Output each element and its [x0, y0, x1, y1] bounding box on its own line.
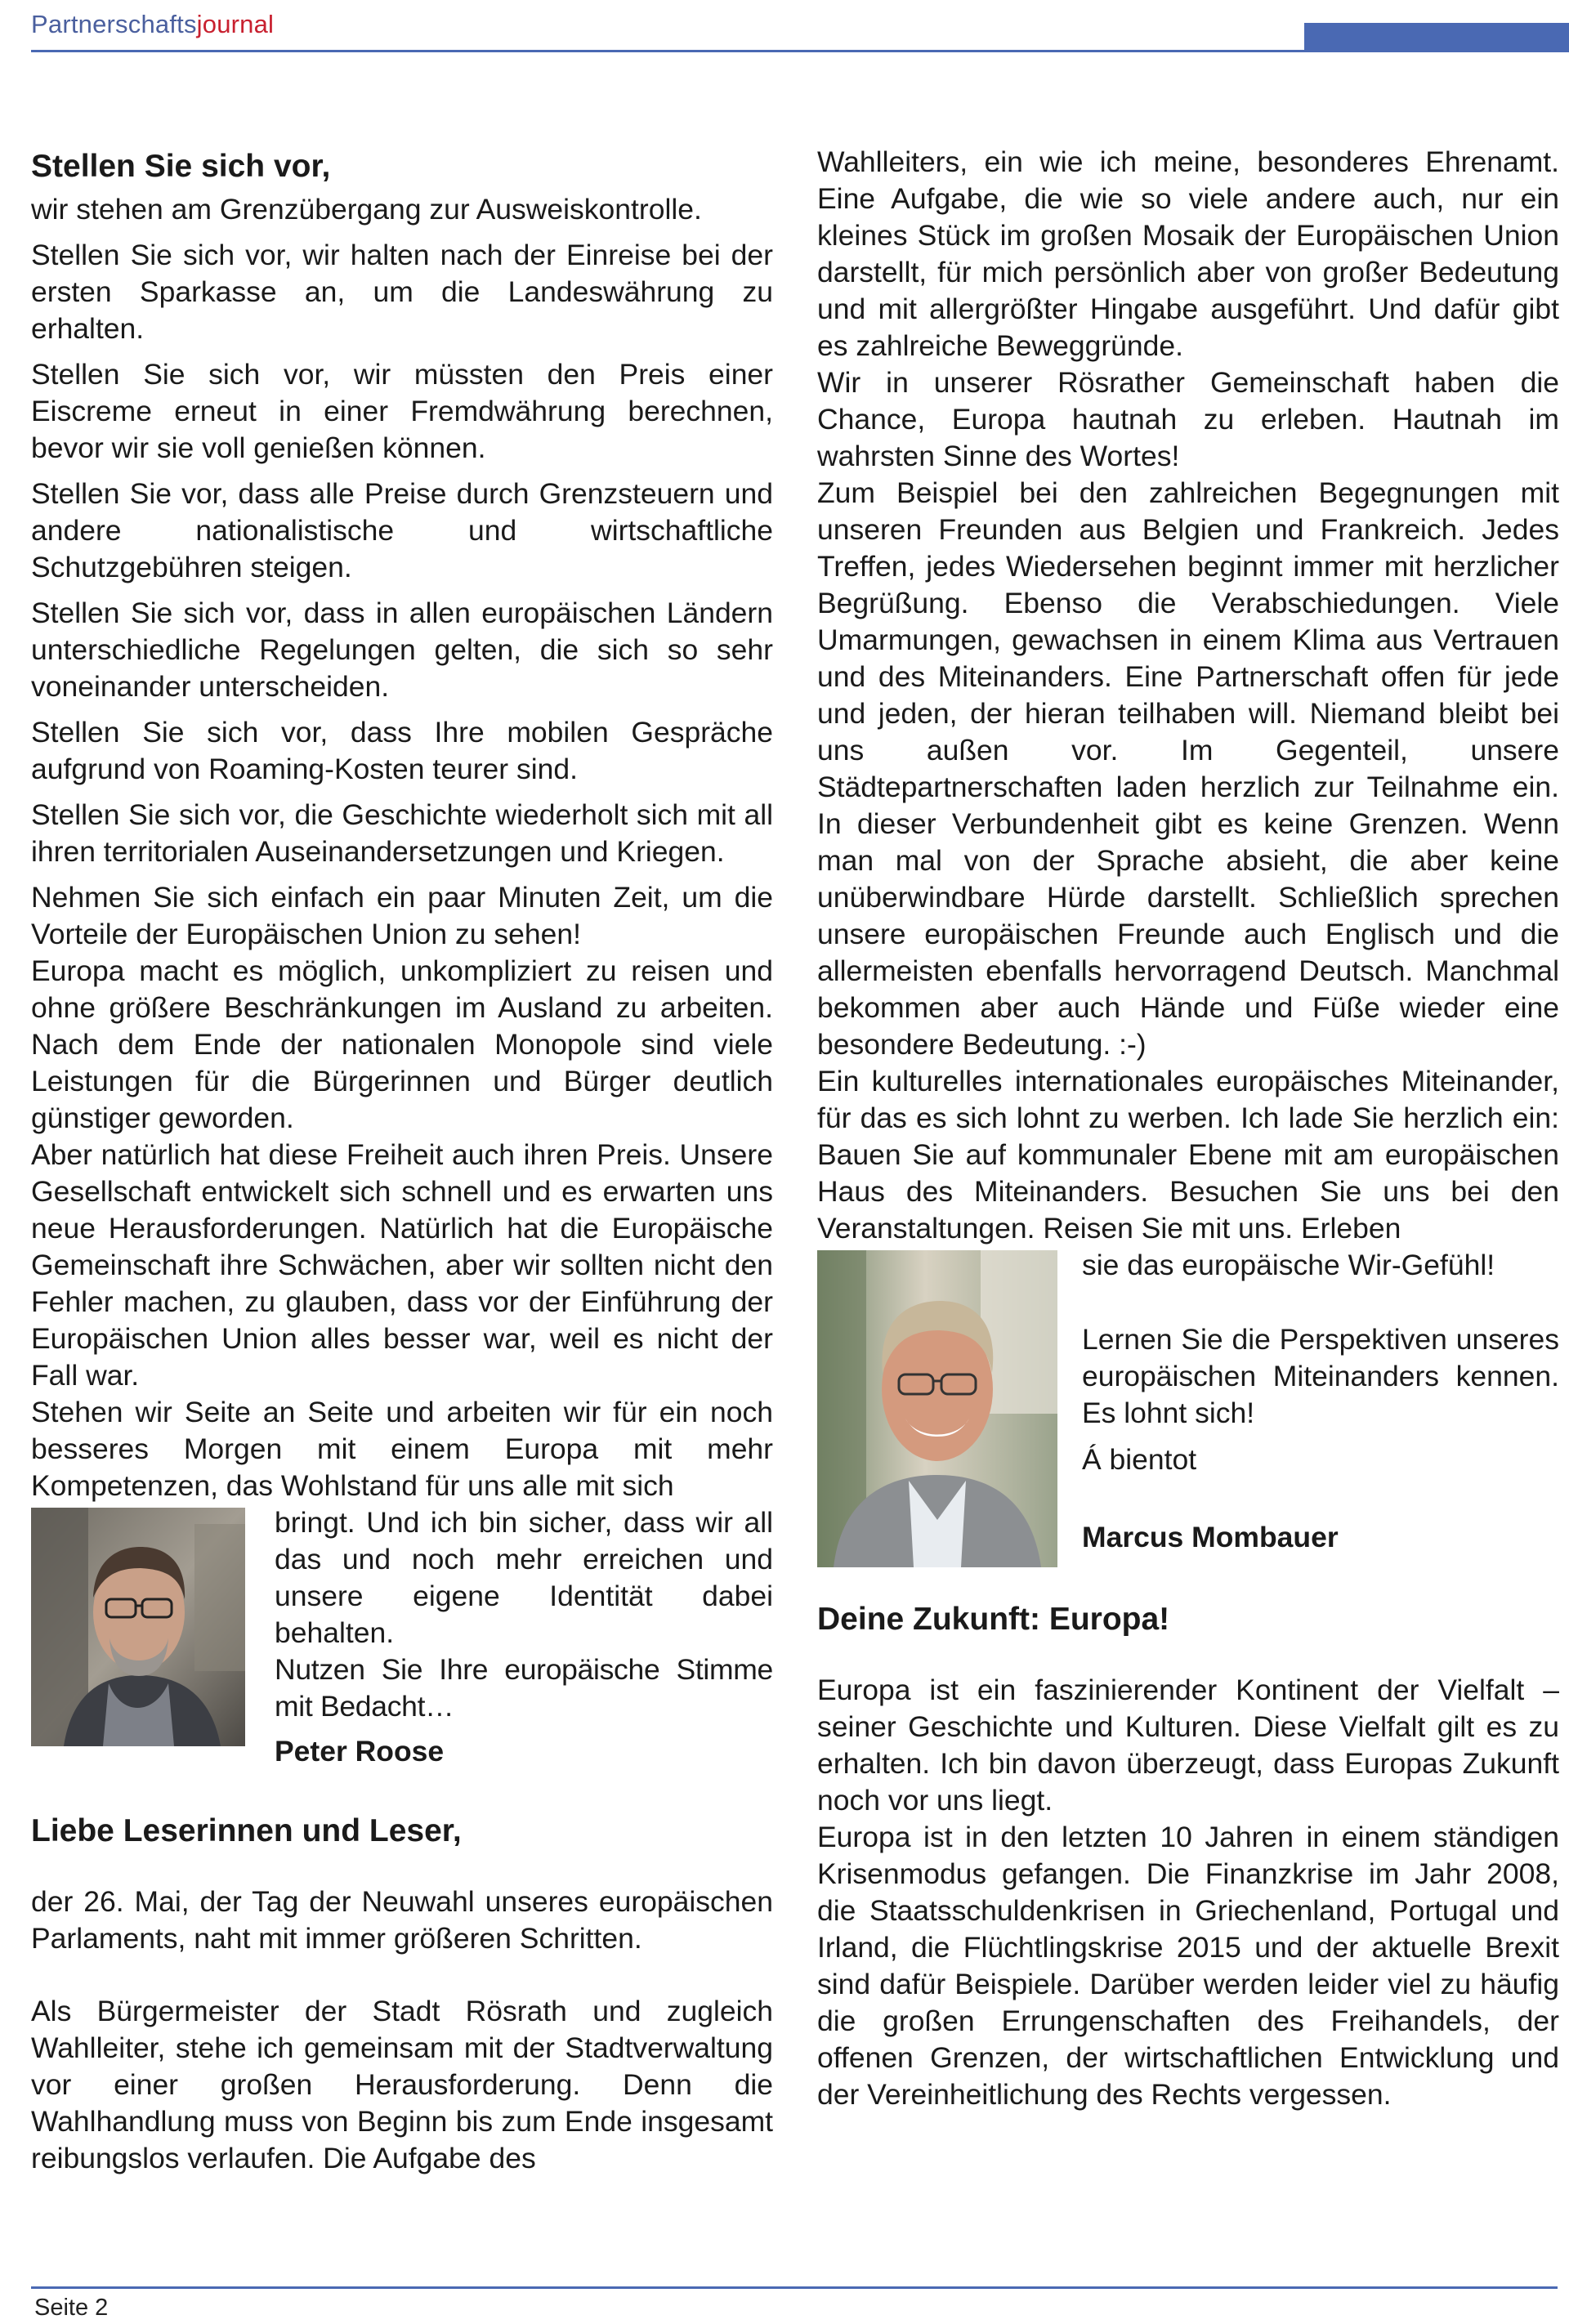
footer-rule — [31, 2286, 1558, 2289]
paragraph: Stellen Sie vor, dass alle Preise durch Grenzsteuern und andere nationalistische und wirtschaftliche Schutzgebühren steigen. — [31, 477, 773, 583]
paragraph: Stellen Sie sich vor, wir müssten den Preis einer Eiscreme erneut in einer Fremdwährung berechnen, bevor wir sie voll genießen können. — [31, 358, 773, 464]
paragraph: Als Bürgermeister der Stadt Rösrath und zugleich Wahlleiter, stehe ich gemeinsam mit der Stadtverwaltung vor einer großen Herausforderung. Denn die Wahlhandlung muss von Beginn bis zum Ende insgesamt reibungslos verlaufen. Die Aufgabe des — [31, 1995, 773, 2174]
paragraph: Europa ist ein faszinierender Kontinent der Vielfalt – seiner Geschichte und Kulturen. Diese Vielfalt gilt es zu erhalten. Ich bin davon überzeugt, dass Europas Zukunft noch vor uns liegt. — [817, 1674, 1559, 1817]
paragraph: bringt. Und ich bin sicher, dass wir all das und noch mehr erreichen und unsere eigene Identität dabei behalten. — [275, 1506, 773, 1649]
paragraph: Ein kulturelles internationales europäisches Miteinander, für das es sich lohnt zu werben. Ich lade Sie herzlich ein: Bauen Sie auf kommunaler Ebene mit am europäischen Haus des Miteinanders. Besuchen Sie uns bei den Veranstaltungen. Reisen Sie mit uns. Erleben — [817, 1065, 1559, 1245]
signature-peter-roose: Peter Roose — [275, 1735, 445, 1768]
signature-marcus-mombauer: Marcus Mombauer — [1082, 1521, 1339, 1553]
paragraph: sie das europäische Wir-Gefühl! — [1082, 1249, 1495, 1281]
paragraph: Zum Beispiel bei den zahlreichen Begegnungen mit unseren Freunden aus Belgien und Frankreich. Jedes Treffen, jedes Wiedersehen beginnt immer mit herzlicher Begrüßung. Ebenso die Verabschiedungen. Viele Umarmungen, gewachsen in einem Klima aus Vertrauen und des Miteinanders. Eine Partnerschaft offen für jede und jeden, der hieran teilhaben will. Niemand bleibt bei uns außen vor. Im Gegenteil, unsere Städtepartnerschaften laden herzlich zur Teilnahme ein. In dieser Verbundenheit gibt es keine Grenzen. Wenn man mal von der Sprache absieht, die aber keine unüberwindbare Hürde darstellt. Schließlich sprechen unsere europäischen Freunde auch Englisch und die allermeisten ebenfalls hervorragend Deutsch. Manchmal bekommen aber auch Hände und Füße wieder eine besondere Bedeutung. :-) — [817, 476, 1559, 1061]
paragraph: Wir in unserer Rösrather Gemeinschaft haben die Chance, Europa hautnah zu erleben. Hautnah im wahrsten Sinne des Wortes! — [817, 366, 1559, 472]
right-column — [817, 144, 1559, 2113]
heading-future-europe: Deine Zukunft: Europa! — [817, 1602, 1170, 1637]
page-header — [31, 7, 1569, 56]
paragraph: Stellen Sie sich vor, die Geschichte wiederholt sich mit all ihren territorialen Auseinandersetzungen und Kriegen. — [31, 798, 773, 868]
header-rule — [31, 50, 1558, 52]
brand-part2: journal — [196, 10, 275, 38]
heading-dear-readers: Liebe Leserinnen und Leser, — [31, 1813, 462, 1848]
paragraph: Stellen Sie sich vor, dass in allen europäischen Ländern unterschiedliche Regelungen gelten, die sich so sehr voneinander unterscheiden. — [31, 597, 773, 703]
left-column — [31, 147, 773, 2177]
paragraph: Europa ist in den letzten 10 Jahren in einem ständigen Krisenmodus gefangen. Die Finanzkrise im Jahr 2008, die Staatsschuldenkrisen in Griechenland, Portugal und Irland, die Flüchtlingskrise 2015 und der aktuelle Brexit sind dafür Beispiele. Darüber werden leider viel zu häufig die großen Errungenschaften des Freihandels, der offenen Grenzen, der wirtschaftlichen Entwicklung und der Vereinheitlichung des Rechts vergessen. — [817, 1821, 1559, 2111]
header-accent-block — [1304, 23, 1569, 52]
paragraph: der 26. Mai, der Tag der Neuwahl unseres europäischen Parlaments, naht mit immer größeren Schritten. — [31, 1885, 773, 1955]
paragraph: Wahlleiters, ein wie ich meine, besonderes Ehrenamt. Eine Aufgabe, die wie so viele andere auch, nur ein kleines Stück im großen Mosaik der Europäischen Union darstellt, für mich persönlich aber von großer Bedeutung und mit allergrößter Hingabe ausgeführt. Und dafür gibt es zahlreiche Beweggründe. — [817, 145, 1559, 362]
paragraph: Aber natürlich hat diese Freiheit auch ihren Preis. Unsere Gesellschaft entwickelt sich schnell und es erwarten uns neue Herausforderungen. Natürlich hat die Europäische Gemeinschaft ihre Schwächen, aber wir sollten nicht den Fehler machen, zu glauben, dass vor der Einführung der Europäischen Union alles besser war, weil es nicht der Fall war. — [31, 1138, 773, 1392]
mombauer-block — [817, 1247, 1559, 1575]
journal-brand — [31, 10, 274, 39]
portrait-peter-roose — [31, 1508, 245, 1746]
paragraph: Stellen Sie sich vor, wir halten nach der Einreise bei der ersten Sparkasse an, um die Landeswährung zu erhalten. — [31, 239, 773, 345]
paragraph: Europa macht es möglich, unkompliziert zu reisen und ohne größere Beschränkungen im Ausland zu arbeiten. Nach dem Ende der nationalen Monopole sind viele Leistungen für die Bürgerinnen und Bürger deutlich günstiger geworden. — [31, 954, 773, 1134]
paragraph: Lernen Sie die Perspektiven unseres europäischen Miteinanders kennen. Es lohnt sich! — [1082, 1323, 1559, 1429]
paragraph: Á bientot — [1082, 1443, 1197, 1476]
paragraph: Stellen Sie sich vor, dass Ihre mobilen Gespräche aufgrund von Roaming-Kosten teurer sind. — [31, 716, 773, 785]
page-number: Seite 2 — [34, 2295, 109, 2321]
roose-block — [31, 1504, 773, 1779]
paragraph: Nehmen Sie sich einfach ein paar Minuten Zeit, um die Vorteile der Europäischen Union zu sehen! — [31, 881, 773, 950]
paragraph: Stehen wir Seite an Seite und arbeiten wir für ein noch besseres Morgen mit einem Europa mit mehr Kompetenzen, das Wohlstand für uns alle mit sich — [31, 1396, 773, 1502]
heading-imagine: Stellen Sie sich vor, — [31, 149, 331, 184]
paragraph: wir stehen am Grenzübergang zur Ausweiskontrolle. — [31, 193, 702, 226]
paragraph: Nutzen Sie Ihre europäische Stimme mit Bedacht… — [275, 1653, 773, 1723]
portrait-marcus-mombauer — [817, 1250, 1057, 1567]
brand-part1: Partnerschafts — [31, 10, 197, 38]
